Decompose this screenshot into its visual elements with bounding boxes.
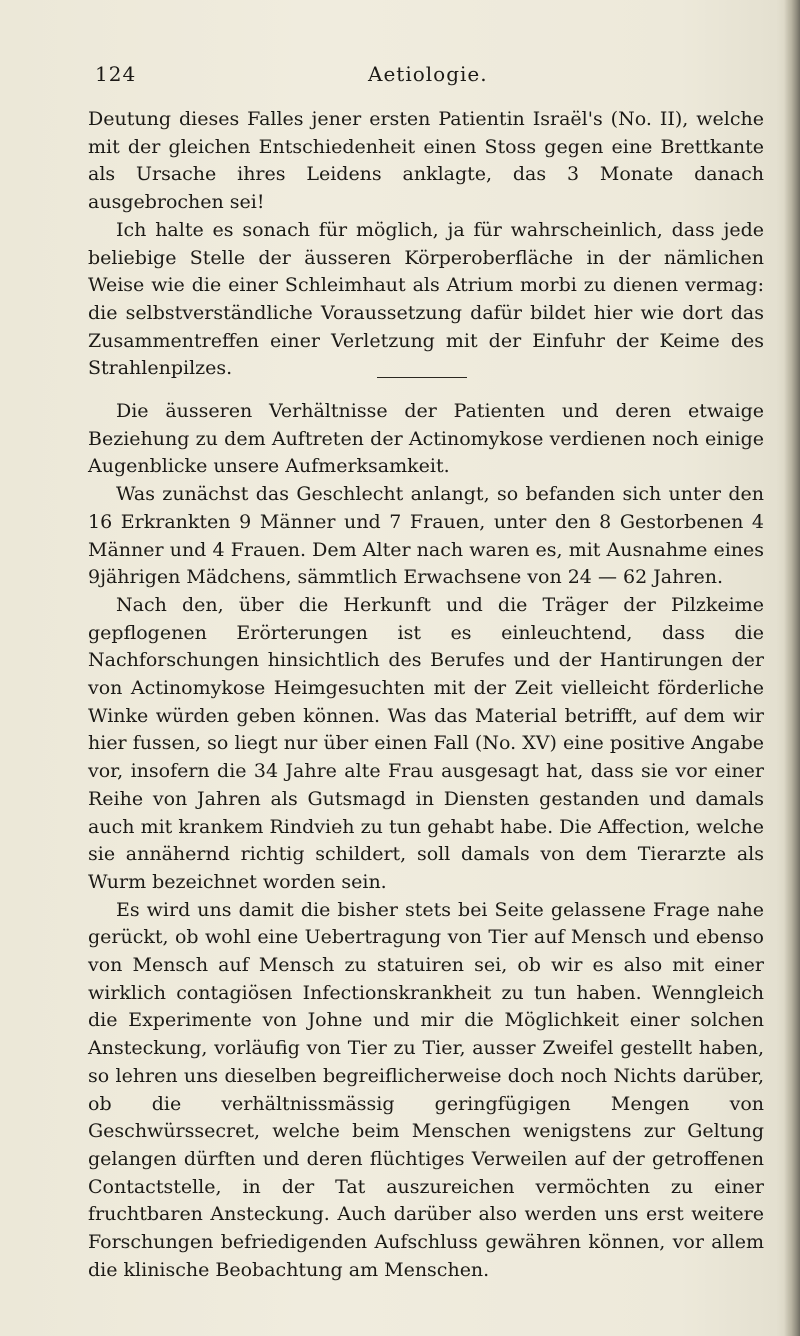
paragraph: Deutung dieses Falles jener ersten Patientin Israël's (No. II), welche mit der gleichen Entschiedenheit einen Stoss gegen eine Brettkante als Ursache ihres Leidens anklagte, das 3 Monate danach ausgebrochen sei! — [88, 108, 764, 214]
paragraph: Es wird uns damit die bisher stets bei Seite gelassene Frage nahe gerückt, ob wohl eine Uebertragung von Tier auf Mensch und ebenso von Mensch auf Mensch zu statuiren sei, ob wir es also mit einer wirklich contagiösen Infectionskrankheit zu tun haben. Wenngleich die Experimente von Johne und mir die Möglichkeit einer solchen Ansteckung, vorläufig von Tier zu Tier, ausser Zweifel gestellt haben, so lehren uns dieselben begreiflicherweise doch noch Nichts darüber, ob die verhältnissmässig geringfügigen Mengen von Geschwürssecret, welche beim Menschen wenigstens zur Geltung gelangen dürften und deren flüchtiges Verweilen auf der getroffenen Contactstelle, in der Tat auszureichen vermöchten zu einer fruchtbaren Ansteckung. Auch darüber also werden uns erst weitere Forschungen befriedigenden Aufschluss gewähren können, vor allem die klinische Beobachtung am Menschen. — [88, 898, 764, 1281]
page-header — [0, 62, 800, 96]
section-separator — [377, 377, 467, 378]
paragraph: Was zunächst das Geschlecht anlangt, so befanden sich unter den 16 Erkrankten 9 Männer und 7 Frauen, unter den 8 Gestorbenen 4 Männer und 4 Frauen. Dem Alter nach waren es, mit Ausnahme eines 9jährigen Mädchens, sämmtlich Erwachsene von 24 — 62 Jahren. — [88, 483, 764, 589]
paragraph: Nach den, über die Herkunft und die Träger der Pilzkeime gepflogenen Erörterungen ist es einleuchtend, dass die Nachforschungen hinsichtlich des Berufes und der Hantirungen der von Actinomykose Heimgesuchten mit der Zeit vielleicht förderliche Winke würden geben können. Was das Material betrifft, auf dem wir hier fussen, so liegt nur über einen Fall (No. XV) eine positive Angabe vor, insofern die 34 Jahre alte Frau ausgesagt hat, dass sie vor einer Reihe von Jahren als Gutsmagd in Diensten gestanden und damals auch mit krankem Rindvieh zu tun gehabt habe. Die Affection, welche sie annähernd richtig schildert, soll damals von dem Tierarzte als Wurm bezeichnet worden sein. — [88, 593, 764, 893]
text-section-1 — [88, 106, 764, 383]
paragraph: Ich halte es sonach für möglich, ja für wahrscheinlich, dass jede beliebige Stelle der äusseren Körperoberfläche in der nämlichen Weise wie die einer Schleimhaut als Atrium morbi zu dienen vermag: die selbstverständliche Voraussetzung dafür bildet hier wie dort das Zusammentreffen einer Verletzung mit der Einfuhr der Keime des Strahlenpilzes. — [88, 218, 764, 380]
paragraph: Die äusseren Verhältnisse der Patienten und deren etwaige Beziehung zu dem Auftreten der Actinomykose verdienen noch einige Augenblicke unsere Aufmerksamkeit. — [88, 400, 764, 478]
page-edge-shadow — [784, 0, 800, 1336]
text-section-2 — [88, 398, 764, 1285]
page-number: 124 — [95, 62, 137, 86]
running-title: Aetiologie. — [368, 62, 488, 86]
